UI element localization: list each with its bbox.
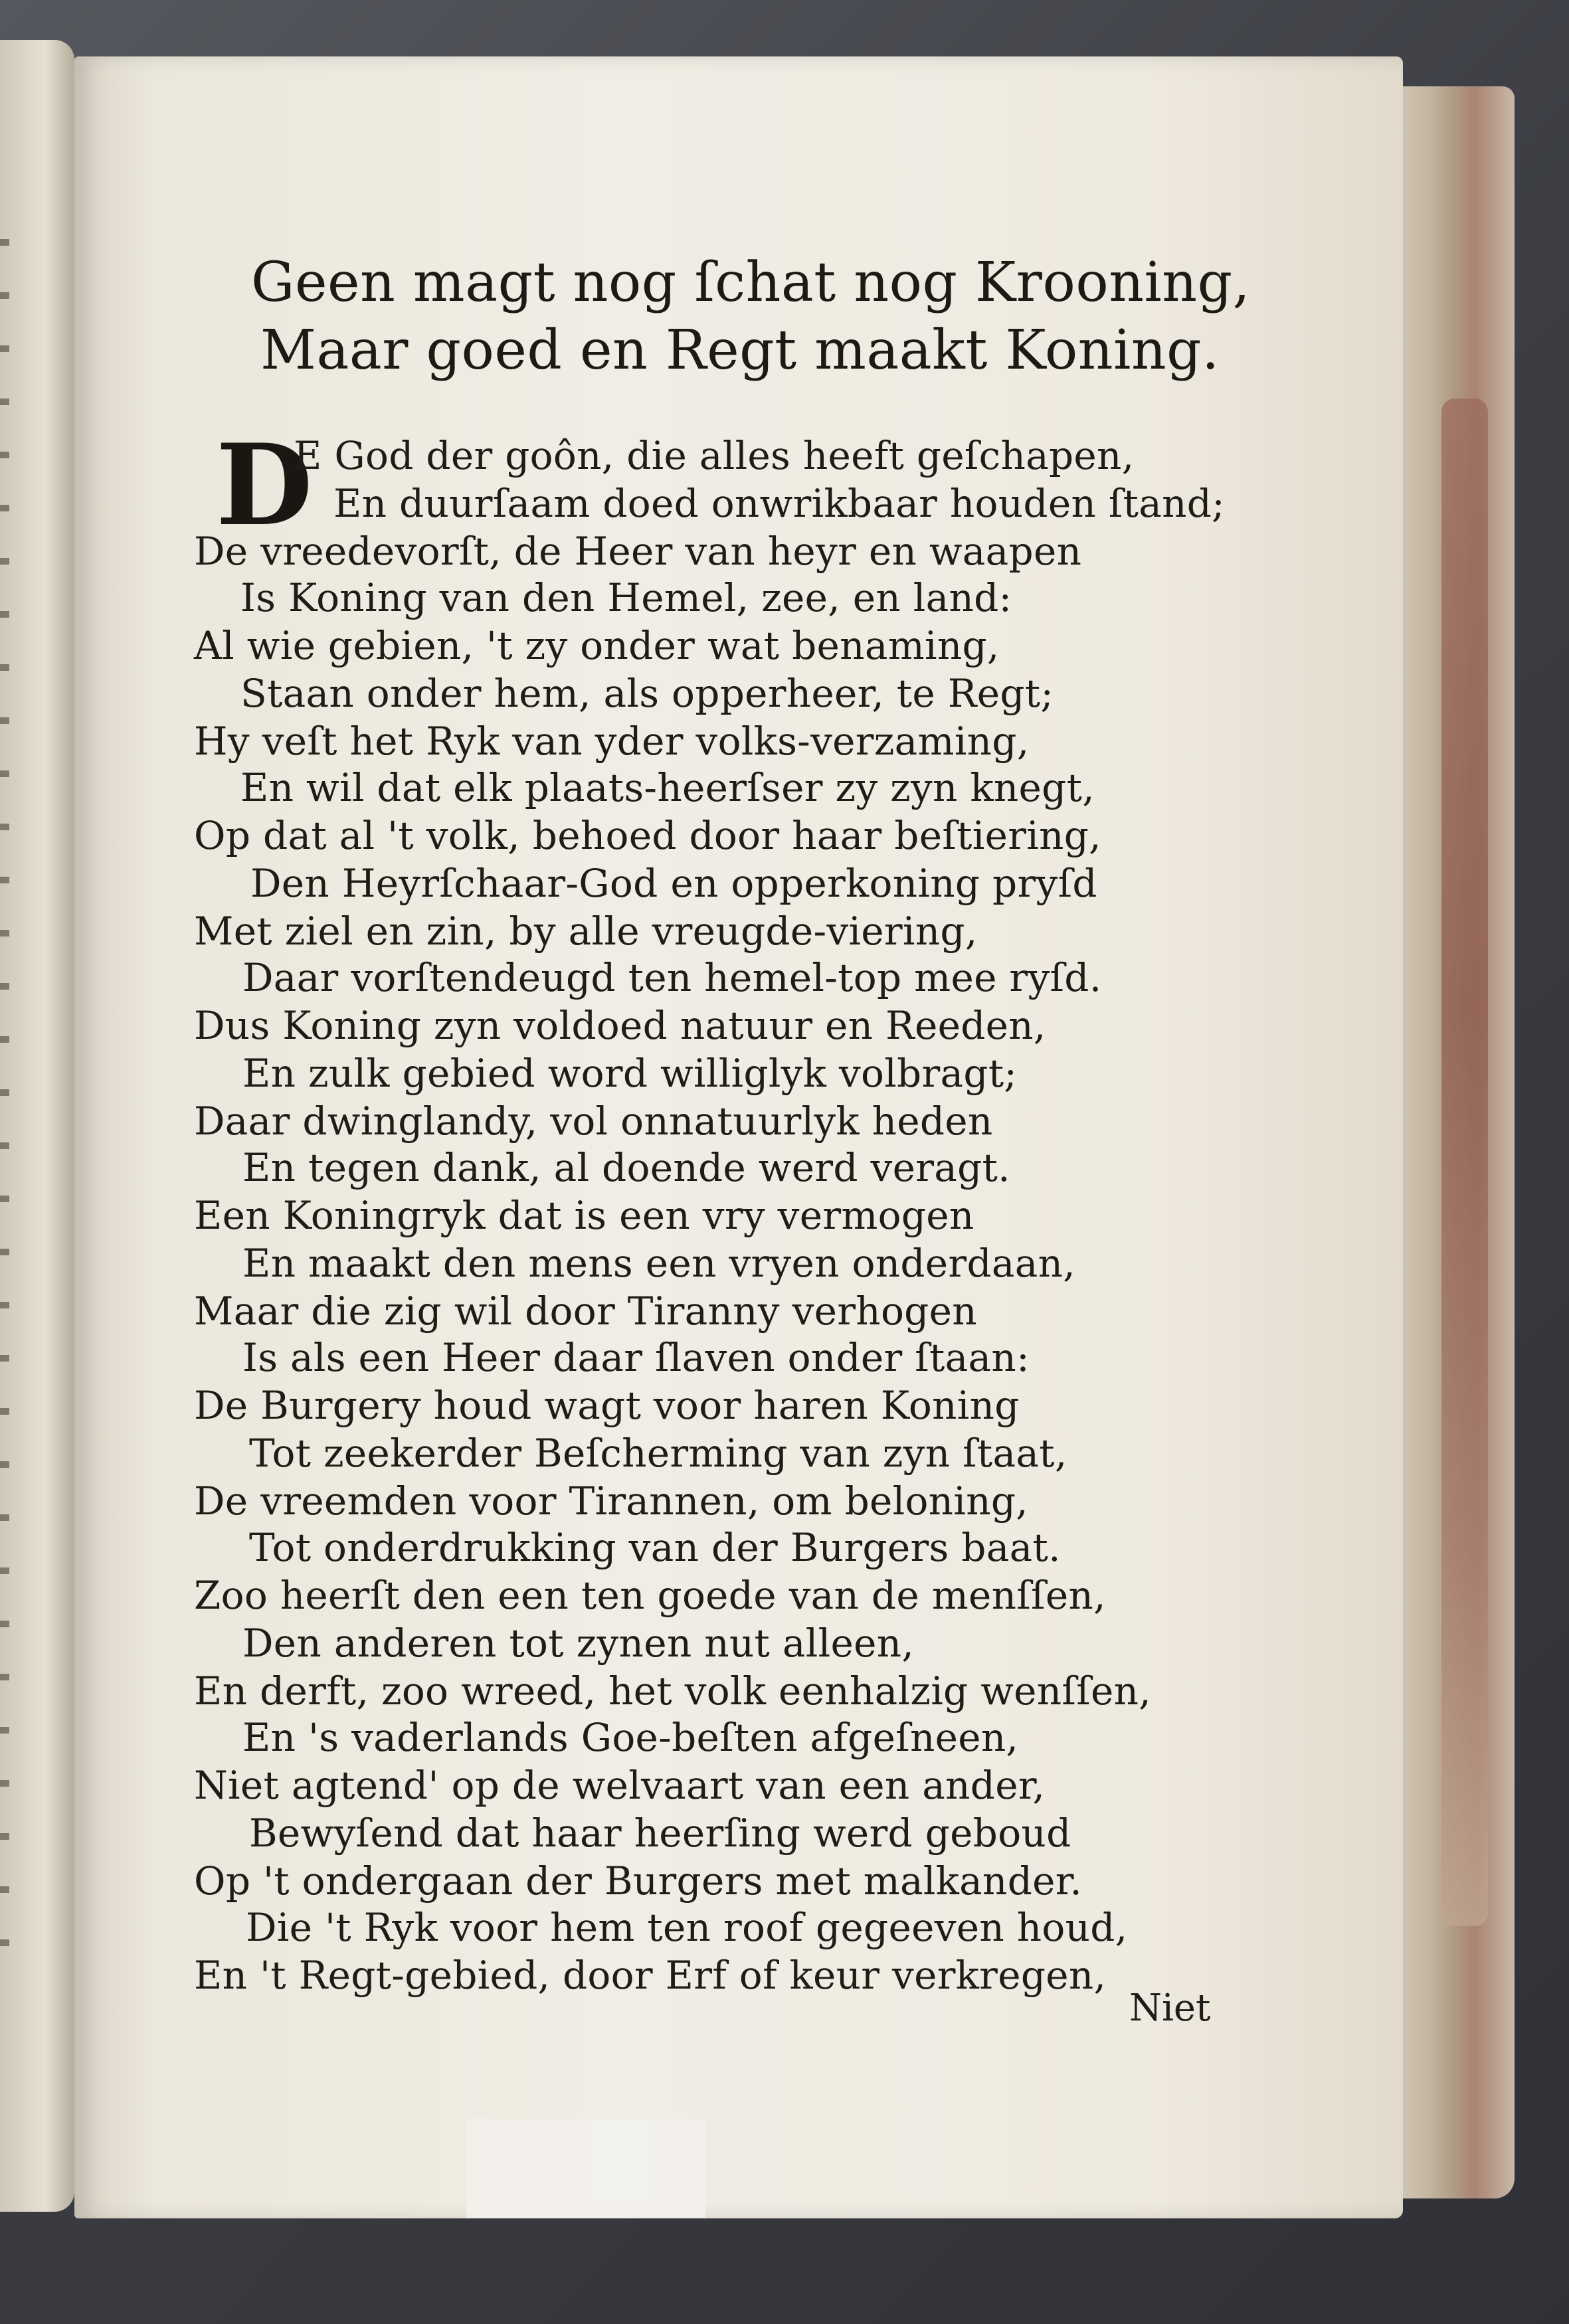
- verse-line: En tegen dank, al doende werd veragt.: [242, 1145, 1010, 1190]
- page-footer-patch: [466, 2119, 705, 2218]
- left-page-text-fragments: [0, 239, 9, 1966]
- verse-line: Tot onderdrukking van der Burgers baat.: [249, 1525, 1061, 1570]
- verse-line: Is Koning van den Hemel, zee, en land:: [240, 575, 1012, 620]
- verse-line: En wil dat elk plaats-heerſser zy zyn knegt,: [240, 765, 1095, 810]
- catchword: Niet: [1129, 1987, 1211, 2030]
- verse-line: Daar vorſtendeugd ten hemel-top mee ryſd.: [242, 955, 1102, 1000]
- poem-title-line-1: Geen magt nog ſchat nog Krooning,: [251, 251, 1251, 314]
- verse-line: Is als een Heer daar ſlaven onder ſtaan:: [242, 1335, 1030, 1380]
- poem-title-line-2: Maar goed en Regt maakt Koning.: [260, 319, 1220, 382]
- verse-line: Daar dwinglandy, vol onnatuurlyk heden: [194, 1099, 993, 1144]
- verse-line: De vreemden voor Tirannen, om beloning,: [194, 1478, 1029, 1524]
- verse-line: Op 't ondergaan der Burgers met malkander.: [194, 1858, 1083, 1904]
- verse-line: En 's vaderlands Goe-beſten afgeſneen,: [242, 1715, 1019, 1760]
- verse-line: Al wie gebien, 't zy onder wat benaming,: [194, 623, 1000, 668]
- verse-line: De vreedevorſt, de Heer van heyr en waapen: [194, 529, 1082, 574]
- verse-line: Met ziel en zin, by alle vreugde-viering,: [194, 909, 978, 954]
- verse-line: En duurſaam doed onwrikbaar houden ſtand;: [333, 481, 1226, 526]
- verse-line: Den Heyrſchaar-God en opperkoning pryſd: [250, 861, 1097, 906]
- verse-line: Dus Koning zyn voldoed natuur en Reeden,: [194, 1003, 1046, 1048]
- verse-line: Op dat al 't volk, behoed door haar beſtiering,: [194, 813, 1101, 858]
- verse-line: E God der goôn, die alles heeft geſchapen,: [294, 433, 1135, 478]
- verse-line: Staan onder hem, als opperheer, te Regt;: [240, 671, 1054, 716]
- verse-line: En 't Regt-gebied, door Erf of keur verkregen,: [194, 1953, 1107, 1998]
- verse-line: Den anderen tot zynen nut alleen,: [242, 1621, 915, 1666]
- verse-line: Een Koningryk dat is een vry vermogen: [194, 1193, 974, 1238]
- page-edge-stain: [1441, 399, 1488, 1926]
- verse-line: Tot zeekerder Beſcherming van zyn ſtaat,: [249, 1431, 1067, 1476]
- verse-line: Hy veſt het Ryk van yder volks-verzaming,: [194, 719, 1030, 764]
- verse-line: Die 't Ryk voor hem ten roof gegeeven houd,: [246, 1905, 1128, 1950]
- drop-cap: D: [216, 419, 313, 551]
- verse-line: En derft, zoo wreed, het volk eenhalzig wenſſen,: [194, 1668, 1151, 1714]
- verse-line: Maar die zig wil door Tiranny verhogen: [194, 1289, 977, 1334]
- verse-line: En maakt den mens een vryen onderdaan,: [242, 1241, 1076, 1286]
- verse-line: En zulk gebied word williglyk volbragt;: [242, 1051, 1018, 1096]
- verse-line: Bewyſend dat haar heerſing werd geboud: [249, 1811, 1071, 1856]
- verse-line: Zoo heerſt den een ten goede van de menſſen,: [194, 1573, 1106, 1618]
- left-page-edge: [0, 40, 74, 2212]
- verse-line: Niet agtend' op de welvaart van een ander,: [194, 1763, 1046, 1808]
- verse-line: De Burgery houd wagt voor haren Koning: [194, 1383, 1020, 1428]
